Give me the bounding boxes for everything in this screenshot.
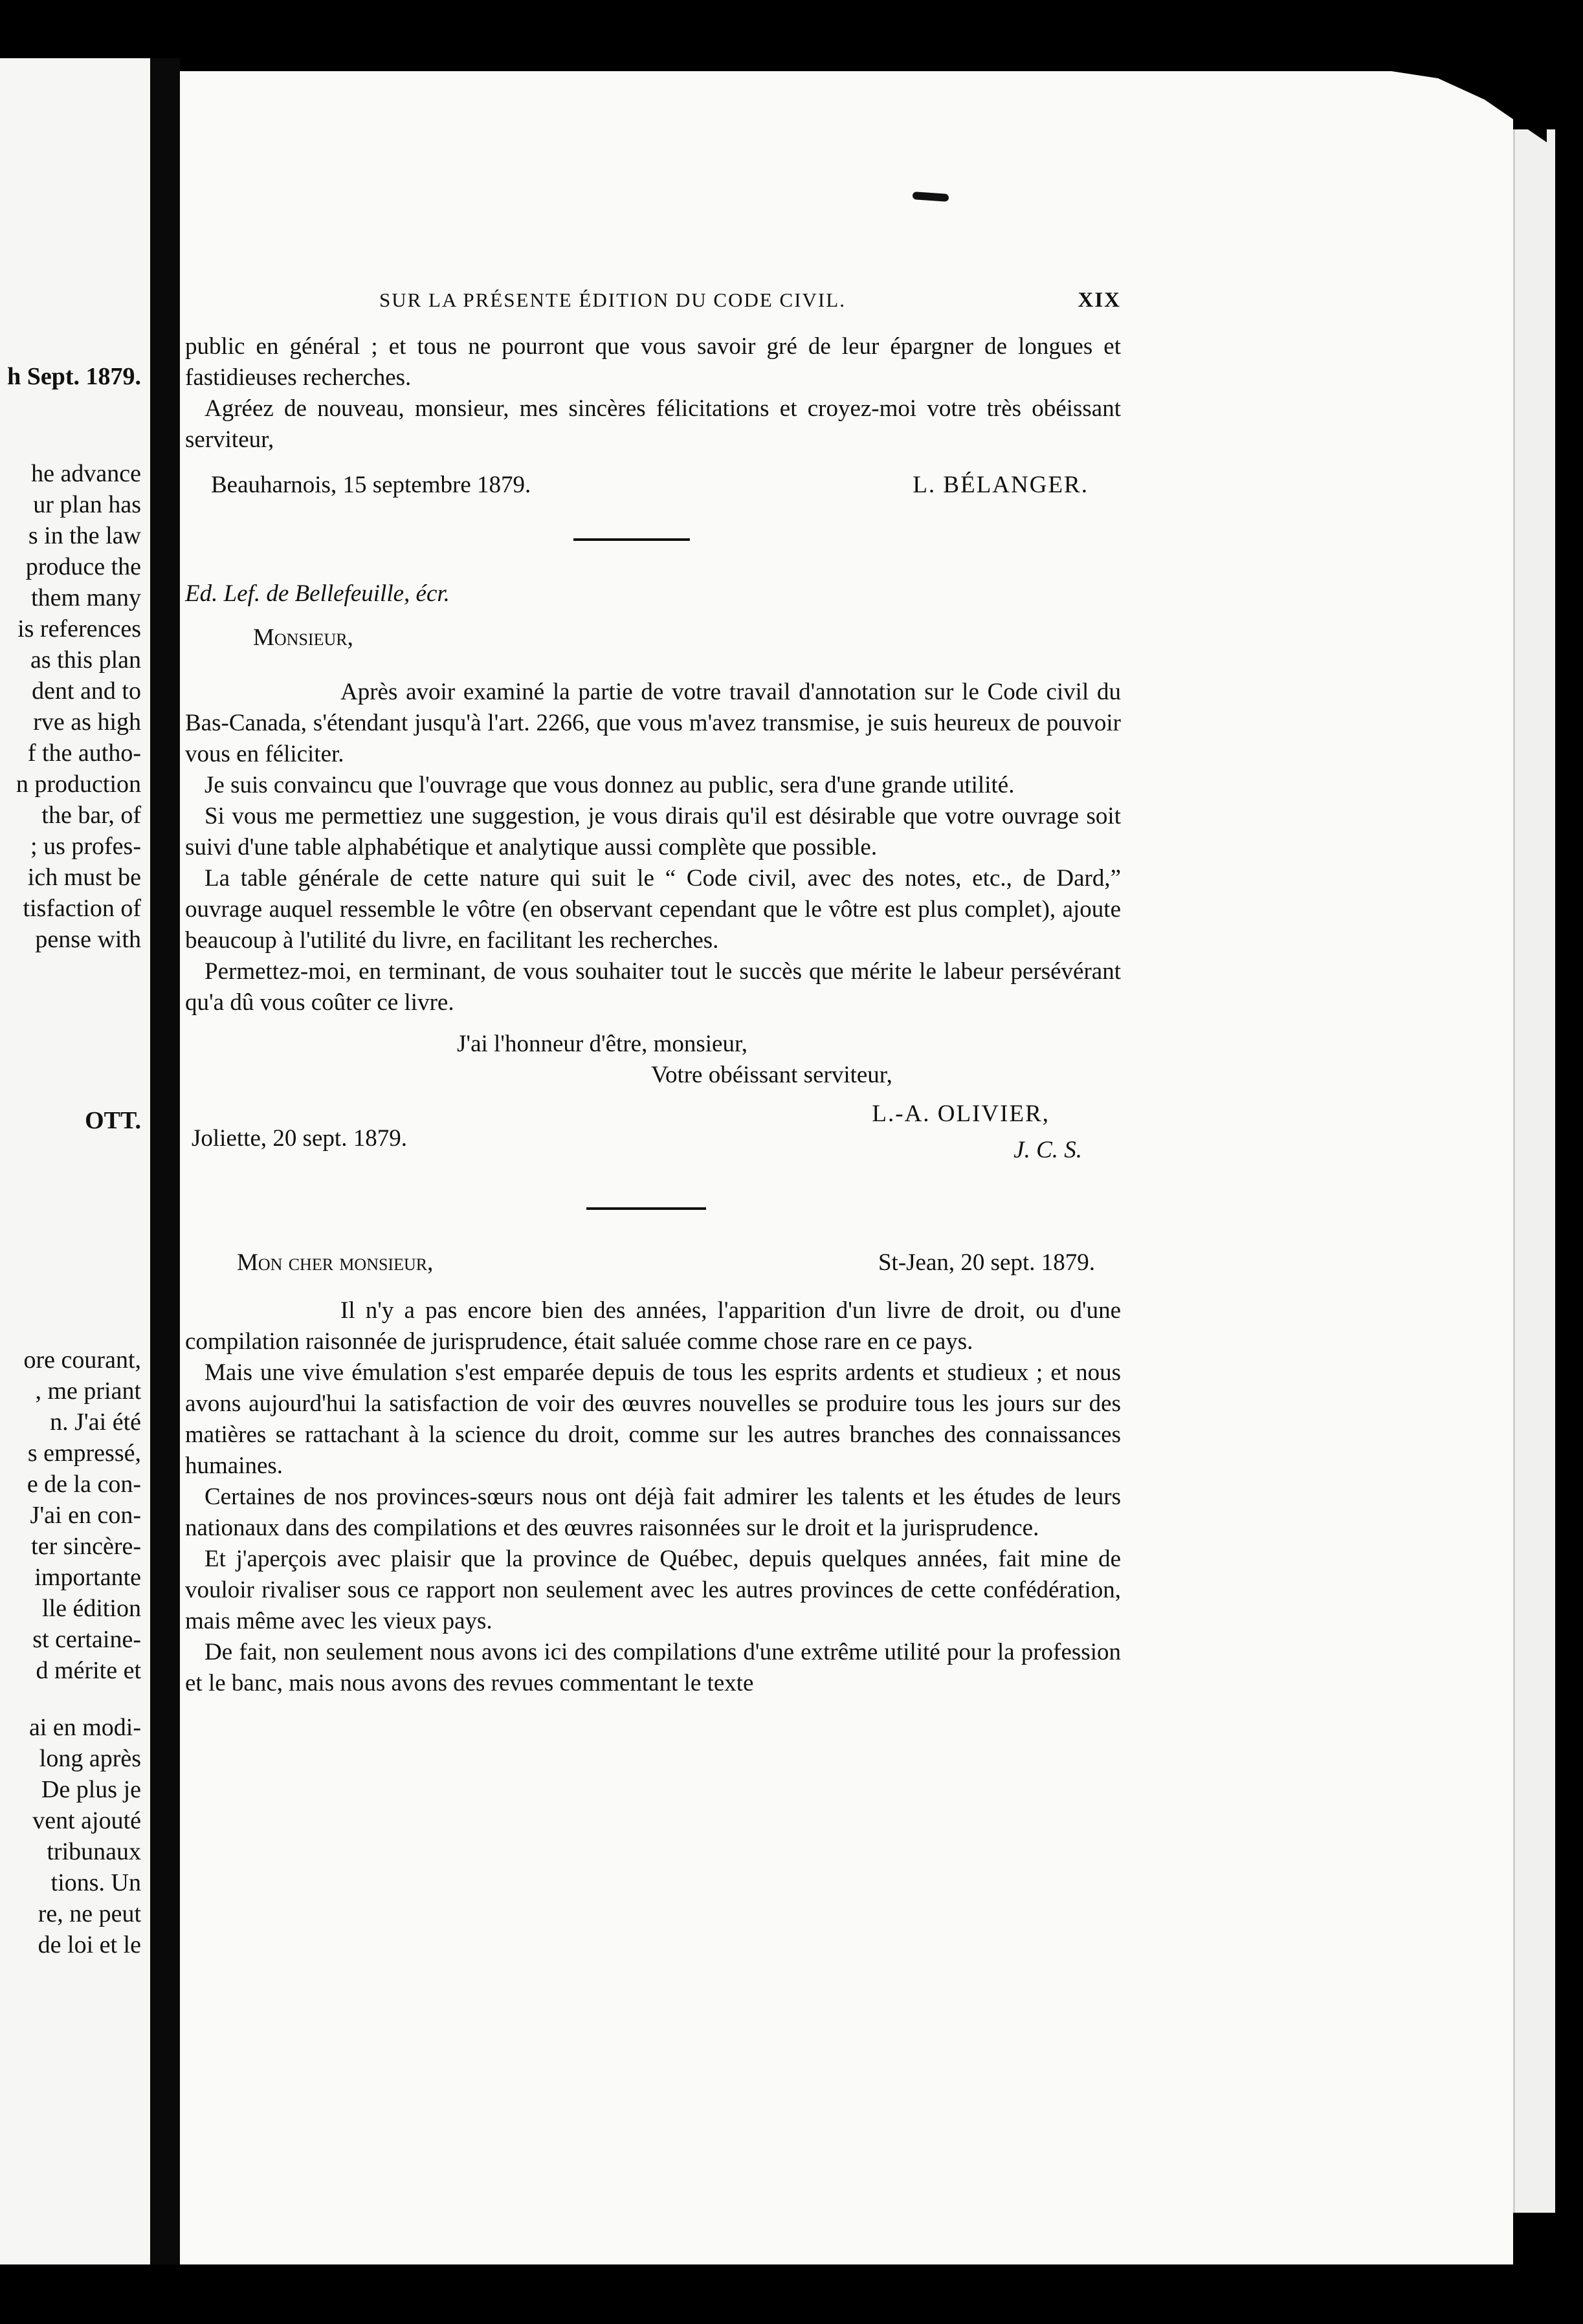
place-date: St-Jean, 20 sept. 1879. <box>878 1249 1095 1276</box>
separator-rule <box>573 538 690 541</box>
left-fragment-line: e de la con- <box>27 1471 141 1498</box>
left-fragment-line: vent ajouté <box>32 1807 141 1834</box>
paragraph: Si vous me permettiez une suggestion, je vous dirais qu'il est désirable que votre ouvrage soit suivi d'une table alphabétique et analytique aussi complète que possible. <box>185 803 1121 861</box>
left-fragment-line: pense with <box>35 926 141 953</box>
left-fragment-line: ; us profes- <box>30 833 141 860</box>
book-gutter <box>150 58 180 2264</box>
signature: L. BÉLANGER. <box>913 472 1089 498</box>
running-head: SUR LA PRÉSENTE ÉDITION DU CODE CIVIL. <box>379 289 846 311</box>
left-fragment-line: lle édition <box>41 1595 141 1622</box>
paragraph: Il n'y a pas encore bien des années, l'apparition d'un livre de droit, ou d'une compilation raisonnée de jurisprudence, était saluée comme chose rare en ce pays. <box>185 1297 1121 1355</box>
salutation: Monsieur, <box>253 624 353 651</box>
left-fragment-line: f the autho- <box>27 740 141 767</box>
paragraph: Permettez-moi, en terminant, de vous souhaiter tout le succès que mérite le labeur persévérant qu'a dû vous coûter ce livre. <box>185 958 1121 1016</box>
signature-row <box>185 470 1121 501</box>
left-fragment-line: ai en modi- <box>28 1714 141 1741</box>
left-fragment-line: n production <box>16 771 141 798</box>
paragraph: Je suis convaincu que l'ouvrage que vous donnez au public, sera d'une grande utilité. <box>205 772 1015 798</box>
left-fragment-line: st certaine- <box>32 1626 141 1653</box>
paragraph: La table générale de cette nature qui suit le “ Code civil, avec des notes, etc., de Dard,” ouvrage auquel ressemble le vôtre (en observant cependant que le vôtre est plus complet), ajoute beaucoup à l'utilité du livre, en facilitant les recherches. <box>185 865 1121 954</box>
left-fragment-line: produce the <box>25 553 141 580</box>
left-fragment-line: tisfaction of <box>23 895 141 922</box>
left-fragment-line: n. J'ai été <box>50 1409 141 1436</box>
left-fragment-line: tions. Un <box>50 1869 141 1896</box>
left-fragment-line: h Sept. 1879. <box>7 363 141 390</box>
left-fragment-line: s empressé, <box>27 1440 141 1467</box>
left-fragment-line: s in the law <box>28 522 141 549</box>
letter-belanger <box>185 331 1121 501</box>
signature: L.-A. OLIVIER, <box>872 1101 1050 1127</box>
left-fragment-line: them many <box>31 584 141 611</box>
left-fragment-line: De plus je <box>41 1776 141 1803</box>
left-fragment-line: dent and to <box>32 677 141 705</box>
salutation-row <box>185 1247 1121 1278</box>
paragraph: De fait, non seulement nous avons ici des compilations d'une extrême utilité pour la profession et le banc, mais nous avons des revues commentant le texte <box>185 1639 1121 1696</box>
paragraph: Mais une vive émulation s'est emparée depuis de tous les esprits ardents et studieux ; et nous avons aujourd'hui la satisfaction de voir des œuvres nouvelles se produire tous les jours sur des matières se rattachant à la science du droit, comme sur les autres branches des connaissances humaines. <box>185 1359 1121 1479</box>
left-fragment-line: is references <box>17 615 141 642</box>
left-fragment-line: rve as high <box>33 708 141 736</box>
left-fragment-line: ur plan has <box>33 491 141 518</box>
left-fragment-line: J'ai en con- <box>30 1502 141 1529</box>
left-fragment-line: he advance <box>31 460 141 487</box>
left-fragment-line: ich must be <box>27 864 141 891</box>
left-fragment-line: importante <box>34 1564 141 1591</box>
letter-st-jean <box>185 1247 1121 1699</box>
paragraph: Agréez de nouveau, monsieur, mes sincères félicitations et croyez-moi votre très obéissant serviteur, <box>185 395 1121 453</box>
addressee: Ed. Lef. de Bellefeuille, écr. <box>185 580 450 607</box>
left-fragment-line: as this plan <box>30 646 141 674</box>
paragraph: Après avoir examiné la partie de votre travail d'annotation sur le Code civil du Bas-Canada, s'étendant jusqu'à l'art. 2266, que vous m'avez transmise, je suis heureux de pouvoir vous en féliciter. <box>185 679 1121 767</box>
place-date: Beauharnois, 15 septembre 1879. <box>211 472 531 498</box>
left-fragment-line: ore courant, <box>23 1346 141 1374</box>
closing-line: J'ai l'honneur d'être, monsieur, <box>457 1031 748 1057</box>
left-fragment-line: the bar, of <box>41 802 141 829</box>
left-fragment-line: , me priant <box>35 1377 141 1405</box>
left-fragment-line: re, ne peut <box>38 1900 141 1927</box>
paragraph: Certaines de nos provinces-sœurs nous ont déjà fait admirer les talents et les études de leurs nationaux dans des compilations et des œuvres raisonnées sur le droit et la jurisprudence. <box>185 1484 1121 1541</box>
paragraph: Et j'aperçois avec plaisir que la province de Québec, depuis quelques années, fait mine de vouloir rivaliser sous ce rapport non seulement avec les autres provinces de cette confédération, mais même avec les vieux pays. <box>185 1546 1121 1634</box>
left-fragment-line: tribunaux <box>47 1838 141 1865</box>
paragraph: public en général ; et tous ne pourront que vous savoir gré de leur épargner de longues et fastidieuses recherches. <box>185 333 1121 391</box>
page-header <box>185 285 1121 331</box>
letter-olivier <box>185 578 1121 1170</box>
signature-block <box>185 1099 1121 1170</box>
left-fragment-line: d mérite et <box>36 1657 141 1684</box>
page-number: XIX <box>1078 289 1121 312</box>
left-fragment-line: OTT. <box>85 1107 141 1134</box>
place-date: Joliette, 20 sept. 1879. <box>192 1125 407 1152</box>
signature-title: J. C. S. <box>1013 1137 1082 1163</box>
separator-rule <box>586 1207 706 1210</box>
left-fragment-line: long après <box>39 1745 141 1772</box>
left-fragment-line: ter sincère- <box>31 1533 141 1560</box>
page-edge <box>1513 129 1555 2213</box>
left-page-fragment <box>0 58 150 2264</box>
closing-line: Votre obéissant serviteur, <box>651 1062 892 1088</box>
salutation: Mon cher monsieur, <box>237 1249 434 1276</box>
page-content <box>185 285 1121 1699</box>
left-fragment-line: de loi et le <box>38 1931 141 1958</box>
